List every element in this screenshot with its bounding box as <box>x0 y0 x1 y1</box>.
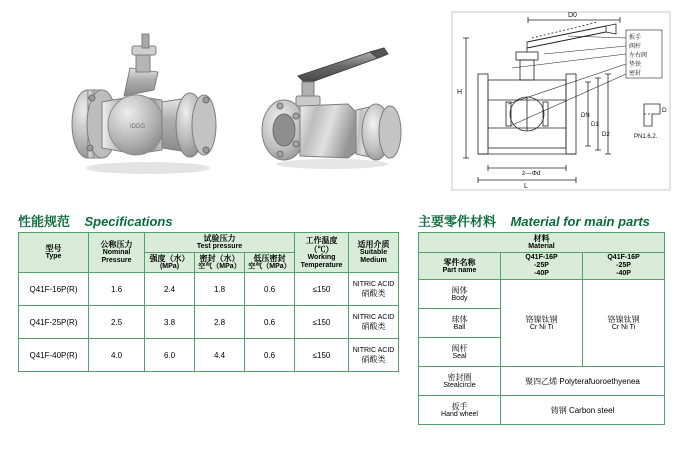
mat-cell-part-cn: 密封圈 <box>447 372 472 382</box>
spec-cell-working-temperature: ≤150 <box>295 339 349 372</box>
mat-cell-part-en: Body <box>451 294 468 302</box>
specifications-heading-cn: 性能规范 <box>18 214 71 229</box>
spec-header-lps-cn: 低压密封 <box>253 254 286 264</box>
mat-header-row-1 <box>419 233 665 253</box>
spec-header-strength <box>145 253 195 273</box>
mat-header-col2-l2: -25P <box>616 262 631 270</box>
mat-cell-part-en: Ball <box>453 323 466 331</box>
product-photos <box>0 0 440 196</box>
table-row <box>419 367 665 396</box>
spec-header-seal-cn: 密封（水） <box>199 254 240 264</box>
mat-header-col2-l1: Q41F-16P <box>607 254 640 262</box>
spec-header-working-temperature <box>295 233 349 273</box>
materials-heading-en: Material for main parts <box>510 214 650 229</box>
mat-cell-col1-metal <box>501 280 583 367</box>
table-row <box>419 280 665 309</box>
valve-photo-left <box>58 28 238 178</box>
spec-cell-nominal-pressure: 1.6 <box>89 273 145 306</box>
drawing-label-d: D <box>662 107 667 114</box>
spec-header-type <box>19 233 89 273</box>
table-row <box>19 339 399 372</box>
drawing-label-h: H <box>457 89 463 96</box>
spec-cell-medium <box>349 339 399 372</box>
specifications-heading-en: Specifications <box>84 214 173 229</box>
drawing-label-d0: D0 <box>568 12 577 19</box>
mat-cell-col1-en: Cr Ni Ti <box>529 323 554 331</box>
mat-header-part-en: Part name <box>442 266 477 274</box>
mat-cell-col2-cn: 铬镍钛钢 <box>607 314 640 324</box>
materials-heading <box>418 211 650 230</box>
materials-heading-cn: 主要零件材料 <box>418 214 497 229</box>
mat-header-col2-l3: -40P <box>616 270 631 278</box>
spec-header-tp-cn: 试验压力 <box>203 234 236 243</box>
spec-header-tp-en: Test pressure <box>196 243 243 251</box>
mat-header-row-2 <box>419 253 665 280</box>
spec-header-suitable-medium <box>349 233 399 273</box>
spec-header-row-1 <box>19 233 399 253</box>
valve-photo-right <box>252 44 422 172</box>
mat-cell-part-cn: 扳手 <box>451 401 468 411</box>
spec-cell-medium-cn: 硝酸类 <box>361 354 386 364</box>
drawing-callout-3: 左右阀 <box>629 53 648 59</box>
mat-cell-part-en: Seal <box>452 352 467 360</box>
mat-header-material-cn: 材料 <box>533 234 550 243</box>
spec-header-lps-en: 空气（MPa） <box>248 263 291 271</box>
mat-cell-part <box>419 396 501 425</box>
mat-cell-part-cn: 阀体 <box>451 285 468 295</box>
mat-header-material <box>419 233 665 253</box>
spec-header-nominal-pressure <box>89 233 145 273</box>
mat-cell-part <box>419 367 501 396</box>
spec-cell-low-pressure-seal: 0.6 <box>245 306 295 339</box>
spec-cell-low-pressure-seal: 0.6 <box>245 339 295 372</box>
spec-header-np-en: Nominal Pressure <box>101 249 132 265</box>
spec-cell-strength: 6.0 <box>145 339 195 372</box>
table-row <box>19 273 399 306</box>
drawing-label-d2: D2 <box>602 132 610 138</box>
drawing-callout-5: 密封 <box>629 71 642 77</box>
mat-cell-col2-metal <box>583 280 665 367</box>
spec-cell-strength: 3.8 <box>145 306 195 339</box>
drawing-label-bolt: z—Φd <box>522 170 541 177</box>
mat-cell-part <box>419 309 501 338</box>
spec-header-seal-en: 空气（MPa） <box>198 263 241 271</box>
drawing-callout-2: 阀杆 <box>629 44 642 50</box>
spec-header-seal-air <box>195 253 245 273</box>
valve-dimension-drawing <box>448 8 674 194</box>
table-row <box>19 306 399 339</box>
svg-text:IDDG: IDDG <box>130 124 145 130</box>
mat-header-col1 <box>501 253 583 280</box>
mat-header-col2 <box>583 253 665 280</box>
mat-cell-part-cn: 球体 <box>451 314 468 324</box>
drawing-label-l: L <box>524 183 528 190</box>
spec-header-wt-en: Working Temperature <box>300 253 343 269</box>
spec-header-test-pressure <box>145 233 295 253</box>
table-row <box>419 396 665 425</box>
spec-cell-strength: 2.4 <box>145 273 195 306</box>
drawing-label-d1: D1 <box>591 122 599 128</box>
specifications-table <box>18 232 399 372</box>
spec-header-type-cn: 型号 <box>45 244 62 254</box>
spec-cell-medium-en: NITRIC ACID <box>352 346 395 354</box>
spec-cell-nominal-pressure: 2.5 <box>89 306 145 339</box>
spec-header-np-cn: 公称压力 <box>100 240 133 250</box>
mat-cell-part <box>419 280 501 309</box>
spec-cell-medium <box>349 273 399 306</box>
drawing-label-pn: PN1.6,2. <box>634 134 658 140</box>
spec-cell-low-pressure-seal: 0.6 <box>245 273 295 306</box>
materials-table <box>418 232 665 425</box>
spec-cell-medium-en: NITRIC ACID <box>352 313 395 321</box>
spec-cell-medium-cn: 硝酸类 <box>361 288 386 298</box>
spec-cell-medium <box>349 306 399 339</box>
spec-header-sm-en: Suitable Medium <box>359 249 388 265</box>
mat-header-material-en: Material <box>528 243 555 251</box>
mat-cell-seal-material: 聚四乙烯 Polyterafuoroethyenea <box>501 367 665 396</box>
spec-cell-medium-cn: 硝酸类 <box>361 321 386 331</box>
spec-header-sm-cn: 适用介质 <box>357 240 390 250</box>
mat-header-part-name <box>419 253 501 280</box>
mat-header-col1-l3: -40P <box>534 270 549 278</box>
spec-header-strength-cn: 强度（水） <box>149 254 190 264</box>
mat-header-part-cn: 零件名称 <box>443 257 476 267</box>
spec-cell-type: Q41F-16P(R) <box>19 273 89 306</box>
mat-cell-col1-cn: 铬镍钛钢 <box>525 314 558 324</box>
spec-cell-working-temperature: ≤150 <box>295 306 349 339</box>
spec-cell-seal-air: 2.8 <box>195 306 245 339</box>
mat-header-col1-l2: -25P <box>534 262 549 270</box>
specifications-heading <box>18 211 173 230</box>
spec-cell-seal-air: 1.8 <box>195 273 245 306</box>
spec-cell-type: Q41F-40P(R) <box>19 339 89 372</box>
mat-cell-part <box>419 338 501 367</box>
mat-cell-part-en: Hand wheel <box>441 410 478 418</box>
drawing-callout-1: 扳手 <box>629 35 642 41</box>
mat-cell-part-cn: 阀杆 <box>451 343 468 353</box>
drawing-callout-4: 垫铁 <box>629 62 642 68</box>
spec-header-strength-en: (MPa) <box>159 263 180 271</box>
spec-header-low-pressure-seal <box>245 253 295 273</box>
spec-cell-medium-en: NITRIC ACID <box>352 280 395 288</box>
spec-header-type-en: Type <box>45 253 62 261</box>
drawing-label-dn: DN <box>581 113 590 119</box>
mat-cell-handwheel-material: 铸钢 Carbon steel <box>501 396 665 425</box>
spec-cell-seal-air: 4.4 <box>195 339 245 372</box>
spec-header-wt-cn: 工作温度（℃） <box>305 235 338 254</box>
mat-cell-part-en: Stealcircle <box>443 381 476 389</box>
spec-cell-nominal-pressure: 4.0 <box>89 339 145 372</box>
spec-cell-working-temperature: ≤150 <box>295 273 349 306</box>
mat-header-col1-l1: Q41F-16P <box>525 254 558 262</box>
mat-cell-col2-en: Cr Ni Ti <box>611 323 636 331</box>
spec-cell-type: Q41F-25P(R) <box>19 306 89 339</box>
